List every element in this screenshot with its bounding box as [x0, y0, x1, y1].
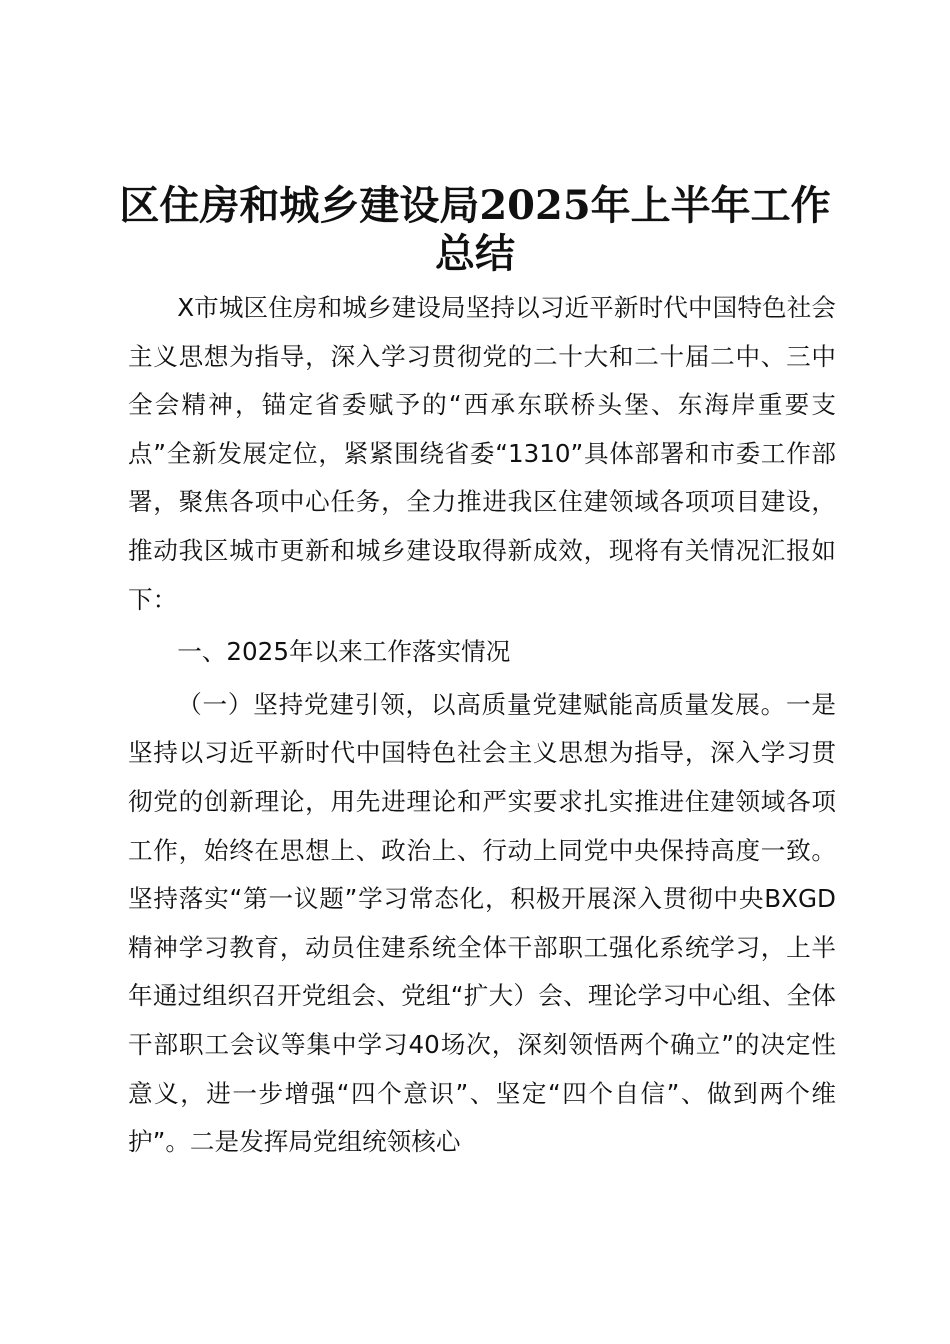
section-heading: 一、2025年以来工作落实情况: [177, 637, 511, 667]
document-title: 区住房和城乡建设局2025年上半年工作总结: [119, 182, 831, 277]
document-body: [128, 284, 836, 1167]
section-paragraph: （一）坚持党建引领，以高质量党建赋能高质量发展。一是坚持以习近平新时代中国特色社会主义思想为指导，深入学习贯彻党的创新理论，用先进理论和严实要求扎实推进住建领域各项工作，始终在思想上、政治上、行动上同党中央保持高度一致。坚持落实“第一议题”学习常态化，积极开展深入贯彻中央BXGD精神学习教育，动员住建系统全体干部职工强化系统学习，上半年通过组织召开党组会、党组“扩大）会、理论学习中心组、全体干部职工会议等集中学习40场次，深刻领悟两个确立”的决定性意义，进一步增强“四个意识”、坚定“四个自信”、做到两个维护”。二是发挥局党组统领核心: [128, 689, 836, 1157]
intro-paragraph: X市城区住房和城乡建设局坚持以习近平新时代中国特色社会主义思想为指导，深入学习贯彻党的二十大和二十届二中、三中全会精神，锚定省委赋予的“西承东联桥头堡、东海岸重要支点”全新发展定位，紧紧围绕省委“1310”具体部署和市委工作部署，聚焦各项中心任务，全力推进我区住建领域各项项目建设，推动我区城市更新和城乡建设取得新成效，现将有关情况汇报如下：: [128, 293, 836, 614]
